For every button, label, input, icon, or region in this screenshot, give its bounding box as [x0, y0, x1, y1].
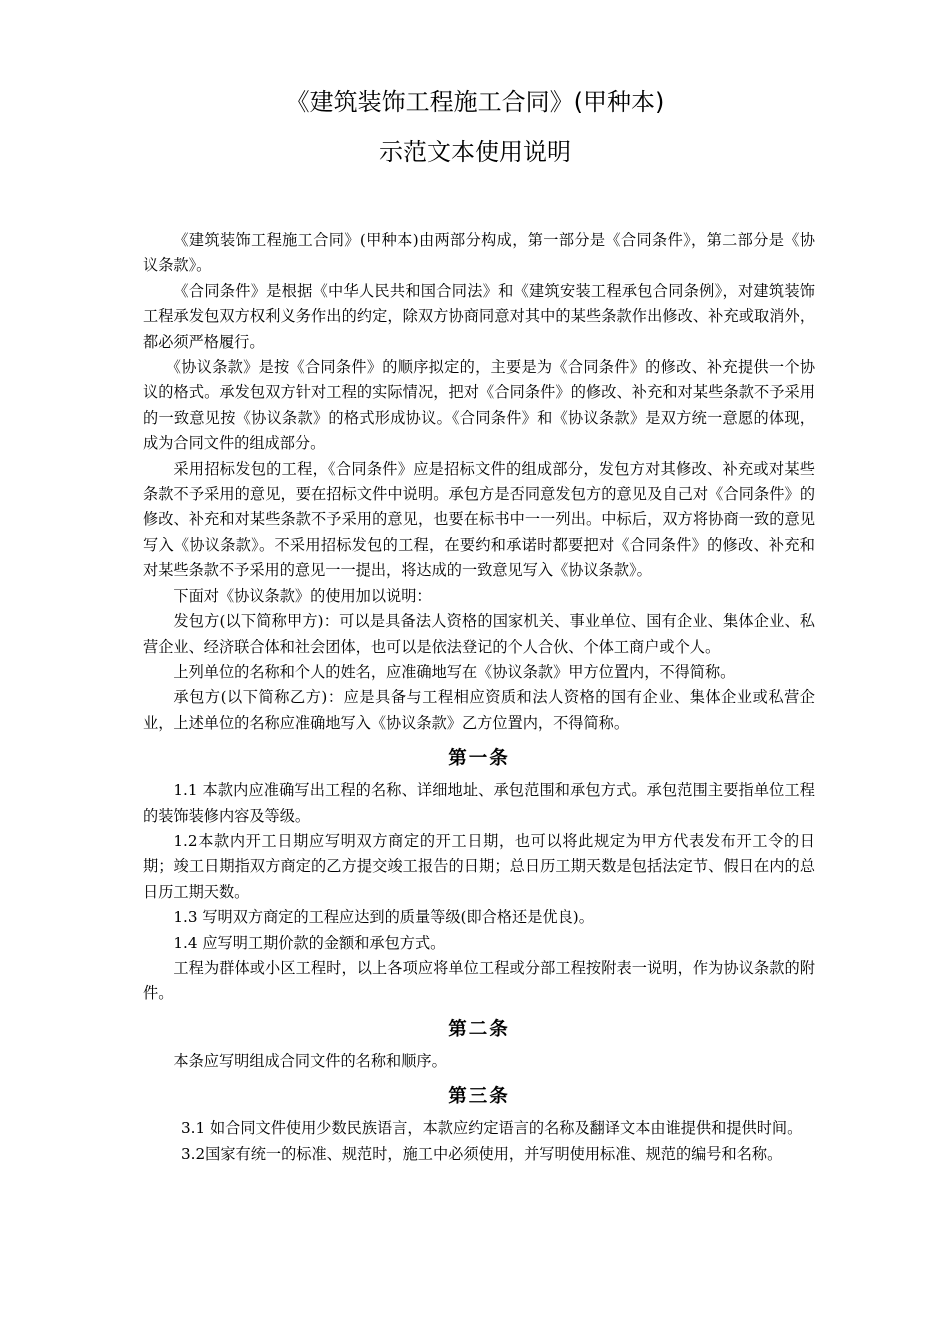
- intro-paragraph: 发包方(以下简称甲方)：可以是具备法人资格的国家机关、事业单位、国有企业、集体企业、私营企业、经济联合体和社会团体，也可以是依法登记的个人合伙、个体工商户或个人。: [143, 612, 815, 656]
- intro-paragraph: 承包方(以下简称乙方)：应是具备与工程相应资质和法人资格的国有企业、集体企业或私营企业，上述单位的名称应准确地写入《协议条款》乙方位置内，不得简称。: [143, 688, 815, 732]
- article-1-heading: 第一条: [448, 748, 510, 770]
- article-3-heading: 第三条: [448, 1086, 510, 1108]
- article-1-paragraph: 1.2本款内开工日期应写明双方商定的开工日期，也可以将此规定为甲方代表发布开工令的日期；竣工日期指双方商定的乙方提交竣工报告的日期；总日历工期天数是包括法定节、假日在内的总日历工期天数。: [143, 831, 815, 901]
- article-1-paragraph: 1.4 应写明工期价款的金额和承包方式。: [173, 933, 446, 952]
- intro-paragraph: 下面对《协议条款》的使用加以说明：: [173, 586, 432, 605]
- intro-paragraph: 上列单位的名称和个人的姓名，应准确地写在《协议条款》甲方位置内，不得简称。: [173, 662, 736, 681]
- article-1-paragraph: 工程为群体或小区工程时，以上各项应将单位工程或分部工程按附表一说明，作为协议条款的附件。: [143, 958, 815, 1003]
- intro-paragraph: 《合同条件》是根据《中华人民共和国合同法》和《建筑安装工程承包合同条例》，对建筑装饰工程承发包双方权利义务作出的约定，除双方协商同意对其中的某些条款作出修改、补充或取消外，都必须严格履行。: [143, 281, 815, 351]
- article-3-paragraph: 3.1 如合同文件使用少数民族语言，本款应约定语言的名称及翻译文本由谁提供和提供时间。: [181, 1119, 803, 1138]
- intro-paragraph: 《建筑装饰工程施工合同》(甲种本)由两部分构成，第一部分是《合同条件》，第二部分是《协议条款》。: [143, 231, 815, 275]
- article-1-paragraph: 1.3 写明双方商定的工程应达到的质量等级(即合格还是优良)。: [173, 908, 594, 927]
- article-3-paragraph: 3.2国家有统一的标准、规范时，施工中必须使用，并写明使用标准、规范的编号和名称。: [181, 1144, 783, 1163]
- document-title: 《建筑装饰工程施工合同》(甲种本): [285, 88, 665, 116]
- article-1-paragraph: 1.1 本款内应准确写出工程的名称、详细地址、承包范围和承包方式。承包范围主要指单位工程的装饰装修内容及等级。: [143, 781, 815, 825]
- intro-paragraph: 《协议条款》是按《合同条件》的顺序拟定的，主要是为《合同条件》的修改、补充提供一个协议的格式。承发包双方针对工程的实际情况，把对《合同条件》的修改、补充和对某些条款不予采用的一致意见按《协议条款》的格式形成协议。《合同条件》和《协议条款》是双方统一意愿的体现，成为合同文件的组成部分。: [143, 358, 815, 453]
- article-2-paragraph: 本条应写明组成合同文件的名称和顺序。: [173, 1051, 447, 1070]
- document-body: [143, 228, 815, 1167]
- article-2-heading: 第二条: [448, 1018, 510, 1040]
- intro-paragraph: 采用招标发包的工程，《合同条件》应是招标文件的组成部分，发包方对其修改、补充或对某些条款不予采用的意见，要在招标文件中说明。承包方是否同意发包方的意见及自己对《合同条件》的修改、补充和对某些条款不予采用的意见，也要在标书中一一列出。中标后，双方将协商一致的意见写入《协议条款》。不采用招标发包的工程，在要约和承诺时都要把对《合同条件》的修改、补充和对某些条款不予采用的意见一一提出，将达成的一致意见写入《协议条款》。: [143, 459, 815, 580]
- document-subtitle: 示范文本使用说明: [379, 138, 571, 166]
